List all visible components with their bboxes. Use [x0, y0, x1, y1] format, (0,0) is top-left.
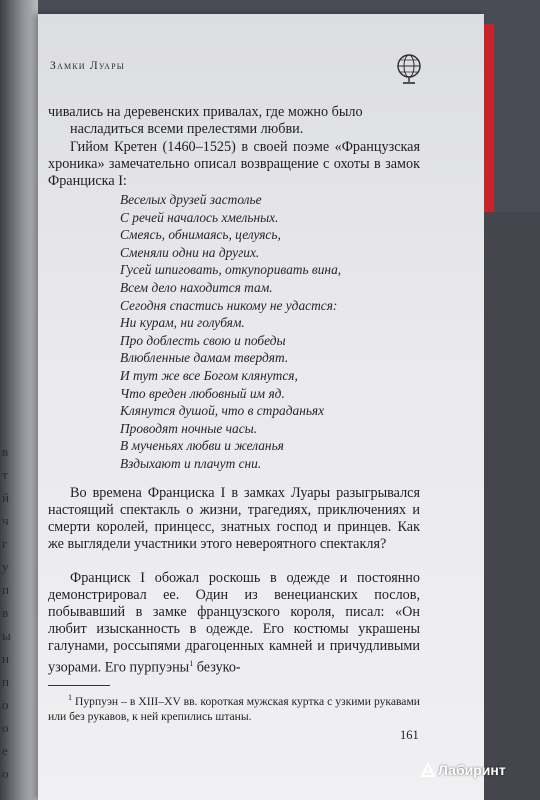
poem-line: С речей началось хмельных. [120, 209, 279, 225]
text-line: насладиться всеми прелестями любви. [70, 121, 304, 137]
poem-line: Ни курам, ни голубям. [120, 315, 245, 331]
paragraph-spectacle [48, 485, 420, 553]
adjacent-page-letter: ы [2, 628, 11, 643]
poem-line: Всем дело находится там. [120, 279, 273, 295]
running-header: Замки Луары [50, 60, 125, 72]
adjacent-page-letter: в [2, 605, 9, 620]
footnote-ref[interactable]: 1 [189, 659, 194, 668]
poem-line: Проводят ночные часы. [120, 420, 258, 436]
adjacent-page-letter: о [2, 766, 9, 781]
adjacent-page-letter: о [2, 720, 9, 735]
poem-line: Смеясь, обнимаясь, целуясь, [120, 227, 281, 243]
paragraph-text-main: Франциск I обожал роскошь в одежде и постоянно демонстрировал ее. Один из венецианских послов, побывавший в замке французского короля, писал: «Он любит изысканность в одежде. Его костюмы украшены галунами, россыпями драгоценных камней и причудливыми узорами. Его пурпуэны [48, 570, 420, 676]
globe-icon [394, 52, 424, 86]
poem-line: Сегодня спастись никому не удастся: [120, 297, 338, 313]
adjacent-page-letter: у [2, 559, 9, 574]
poem-line: Клянутся душой, что в страданьях [120, 403, 325, 419]
adjacent-page-letter: о [2, 697, 9, 712]
poem-block [120, 191, 341, 473]
watermark-text: Лабиринт [438, 762, 506, 778]
paragraph-text [48, 570, 420, 677]
adjacent-page-letter: е [2, 743, 8, 758]
adjacent-page-text [2, 440, 26, 785]
adjacent-page-letter: н [2, 651, 9, 666]
footnote [48, 690, 420, 724]
poem-line: Сменяли одни на других. [120, 244, 260, 260]
background-right [484, 212, 540, 800]
poem-line: Влюбленные дамам твердят. [120, 350, 289, 366]
poem-line: Вздыхают и плачут сни. [120, 455, 262, 471]
paragraph-text-end: безуко- [193, 659, 241, 676]
paragraph-intro [48, 139, 420, 190]
adjacent-page-letter: ч [2, 513, 9, 528]
adjacent-page-letter: п [2, 674, 9, 689]
poem-line: Что вреден любовный им яд. [120, 385, 285, 401]
page-number: 161 [400, 728, 419, 742]
adjacent-page-letter: в [2, 444, 9, 459]
poem-line: Веселых друзей застолье [120, 192, 262, 207]
poem-line: Гусей шпиговать, откупоривать вина, [120, 262, 342, 278]
paragraph-francis [48, 570, 420, 677]
paragraph-text: Гийом Кретен (1460–1525) в своей поэме «Французская хроника» замечательно описал возвращение с охоты в замок Франциска I: [48, 139, 420, 189]
footnote-divider [48, 685, 110, 686]
poem-line: Про доблесть свою и победы [120, 332, 286, 348]
adjacent-page-letter: г [2, 536, 8, 551]
footnote-text: Пурпуэн – в XIII–XV вв. короткая мужская куртка с узкими рукавами или без рукавов, к ней крепились штаны. [48, 694, 420, 723]
adjacent-page-letter: п [2, 582, 9, 597]
adjacent-page-letter: т [2, 467, 8, 482]
labirint-logo-icon [420, 762, 436, 778]
footnote-marker: 1 [68, 693, 72, 702]
poem-line: В мученьях любви и желанья [120, 438, 284, 454]
paragraph-text: Во времена Франциска I в замках Луары разыгрывался настоящий спектакль о жизни, трагедиях, приключениях и смерти королей, принцесс, знатных господ и принцев. Как же выглядели участники этого невероятного спектакля? [48, 485, 420, 552]
red-bookmark-band [484, 24, 494, 212]
watermark [420, 762, 506, 778]
text-line: чивались на деревенских привалах, где можно было [48, 104, 363, 120]
poem-line: И тут же все Богом клянутся, [120, 367, 298, 383]
paragraph-continued [48, 104, 420, 138]
adjacent-page-letter: й [2, 490, 9, 505]
